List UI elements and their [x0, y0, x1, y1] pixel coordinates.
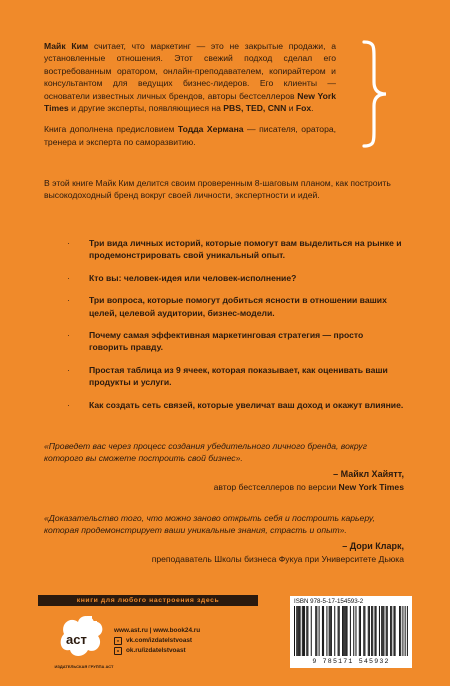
barcode-bar: [381, 606, 382, 656]
list-item-text: Почему самая эффективная маркетинговая стратегия — просто говорить правду.: [89, 330, 364, 353]
barcode-bar: [369, 606, 370, 656]
barcode-bar: [329, 606, 330, 656]
barcode-bar: [296, 606, 297, 656]
barcode-bar: [330, 606, 331, 656]
barcode-bar: [306, 606, 307, 656]
curly-brace-decoration: [360, 40, 390, 148]
testimonial-text: «Проведет вас через процесс создания убедительного личного бренда, вокруг которого вы сможете построить свой бизнес».: [44, 441, 367, 464]
barcode-bar: [407, 606, 408, 656]
bullet-mark: ·: [67, 238, 70, 248]
barcode-bar: [300, 606, 301, 656]
intro-text-a: считает, что маркетинг — это не закрытые продажи, а установленные отношения. Этот свежий подход сделал его востребованным оратором, онлайн-преподавателем, копирайтером и консультантом для ведущих бизнес-лидеров. Его клиенты — основатели известных личных брендов, авторы бестселлеров: [44, 41, 336, 101]
isbn-code: ISBN 978-5-17-154593-2: [294, 598, 364, 605]
barcode-bar: [374, 606, 375, 656]
list-item-text: Кто вы: человек-идея или человек-исполнение?: [89, 272, 297, 283]
barcode-icon: [294, 606, 408, 658]
barcode-bar: [368, 606, 369, 656]
testimonial-author: – Дори Кларк,: [342, 540, 404, 551]
fox-mention: Fox: [295, 103, 312, 114]
publisher-caption: ИЗДАТЕЛЬСКАЯ ГРУППА АСТ: [54, 664, 114, 669]
list-item-text: Три вопроса, которые помогут добиться ясности в отношении ваших целей, целевой аудитории, бизнес-модели.: [89, 295, 387, 318]
barcode-bar: [315, 606, 316, 656]
testimonial-author: – Майкл Хайятт,: [333, 468, 404, 479]
publisher-slogan-strip: книги для любого настроения здесь: [38, 595, 258, 606]
website-links[interactable]: [114, 626, 200, 636]
barcode-bar: [372, 606, 373, 656]
barcode-bar: [303, 606, 304, 656]
barcode-bar: [364, 606, 365, 656]
list-item: [44, 399, 404, 411]
intro-paragraph-2: [44, 123, 336, 148]
list-item-text: Три вида личных историй, которые помогут вам выделиться на рынке и продемонстрировать свой уникальный опыт.: [89, 238, 402, 261]
barcode-bar: [307, 606, 308, 656]
ok-link[interactable]: [114, 646, 200, 656]
testimonial-author-role: преподаватель Школы бизнеса Фукуа при Университете Дьюка: [151, 554, 404, 565]
barcode-bar: [382, 606, 383, 656]
bullet-mark: ·: [67, 330, 70, 341]
barcode-bar: [405, 606, 406, 656]
barcode-bar: [353, 606, 354, 656]
bullet-mark: ·: [67, 364, 70, 375]
barcode-bar: [338, 606, 339, 656]
barcode-bar: [339, 606, 340, 656]
barcode-bar: [298, 606, 299, 656]
barcode-bar: [345, 606, 346, 656]
intro-text-d: .: [311, 103, 314, 114]
bullet-mark: ·: [67, 272, 70, 283]
list-item: [44, 294, 404, 319]
ok-text[interactable]: ok.ru/izdatelstvoast: [126, 647, 186, 654]
barcode-bar: [371, 606, 372, 656]
intro-paragraph-1: [44, 40, 336, 114]
testimonial-text: «Доказательство того, что можно заново открыть себя и построить карьеру, которая продемонстрирует ваши уникальные знания, страсть и опыт».: [44, 513, 375, 536]
foreword-text-a: Книга дополнена предисловием: [44, 124, 178, 135]
barcode-bar: [342, 606, 343, 656]
barcode-bar: [376, 606, 377, 656]
barcode-bar: [311, 606, 312, 656]
barcode-bar: [359, 606, 360, 656]
isbn-barcode-block: [290, 596, 412, 668]
barcode-bar: [400, 606, 401, 656]
barcode-bar: [331, 606, 332, 656]
barcode-bar: [323, 606, 324, 656]
vk-icon: v: [114, 637, 122, 645]
bullet-mark: ·: [67, 399, 70, 410]
list-item: [44, 272, 404, 284]
vk-text[interactable]: vk.com/izdatelstvoast: [126, 637, 193, 644]
foreword-author: Тодда Хермана: [177, 124, 244, 135]
barcode-bar: [391, 606, 392, 656]
barcode-bar: [302, 606, 303, 656]
list-item: [44, 329, 404, 354]
vk-link[interactable]: [114, 636, 200, 646]
barcode-bar: [316, 606, 317, 656]
key-points-list: [44, 237, 404, 421]
intro-text-c: и: [286, 103, 296, 114]
barcode-bar: [390, 606, 391, 656]
barcode-bar: [395, 606, 396, 656]
author-intro: [44, 40, 336, 157]
barcode-bar: [387, 606, 388, 656]
barcode-bar: [319, 606, 320, 656]
barcode-bar: [294, 606, 295, 656]
barcode-bar: [379, 606, 380, 656]
website-text[interactable]: www.ast.ru | www.book24.ru: [114, 627, 201, 634]
bullet-mark: ·: [67, 295, 70, 306]
barcode-bar: [399, 606, 400, 656]
barcode-bar: [322, 606, 323, 656]
list-item: [44, 364, 404, 389]
author-name: Майк Ким: [44, 41, 89, 51]
barcode-bar: [386, 606, 387, 656]
nyt-mention: New York Times: [44, 90, 336, 114]
barcode-bar: [343, 606, 344, 656]
testimonial-author-role: [44, 481, 404, 493]
barcode-bar: [334, 606, 335, 656]
barcode-bar: [402, 606, 403, 656]
role-nyt: New York Times: [338, 482, 404, 493]
list-item-text: Как создать сеть связей, которые увеличат ваш доход и окажут влияние.: [89, 399, 404, 410]
barcode-bar: [383, 606, 384, 656]
ast-logo-icon: [58, 612, 106, 662]
barcode-digits: 9 785171 545932: [312, 658, 390, 665]
barcode-bar: [344, 606, 345, 656]
barcode-bar: [350, 606, 351, 656]
intro-text-b: и другие эксперты, появляющиеся на: [68, 103, 224, 114]
barcode-bar: [297, 606, 298, 656]
barcode-bar: [393, 606, 394, 656]
barcode-bar: [304, 606, 305, 656]
testimonial-1: [44, 440, 404, 494]
barcode-bar: [347, 606, 348, 656]
testimonial-2: [44, 512, 404, 566]
barcode-bar: [360, 606, 361, 656]
foreword-text-b: — писателя, оратора, тренера и эксперта по саморазвитию.: [44, 124, 337, 147]
publisher-links: [114, 626, 200, 656]
list-item: [44, 237, 404, 262]
logo-text: аст: [66, 632, 87, 647]
role-text: автор бестселлеров по версии: [213, 482, 339, 493]
plan-description: В этой книге Майк Ким делится своим проверенным 8-шаговым планом, как построить высокодоходный бренд вокруг своей личности, экспертности и идей.: [44, 178, 391, 201]
ok-icon: o: [114, 647, 122, 655]
list-item-text: Простая таблица из 9 ячеек, которая показывает, как оценивать ваши продукты и услуги.: [89, 364, 388, 388]
barcode-bar: [355, 606, 356, 656]
barcode-bar: [363, 606, 364, 656]
barcode-bar: [326, 606, 327, 656]
media-mention: PBS, TED, CNN: [223, 103, 287, 114]
